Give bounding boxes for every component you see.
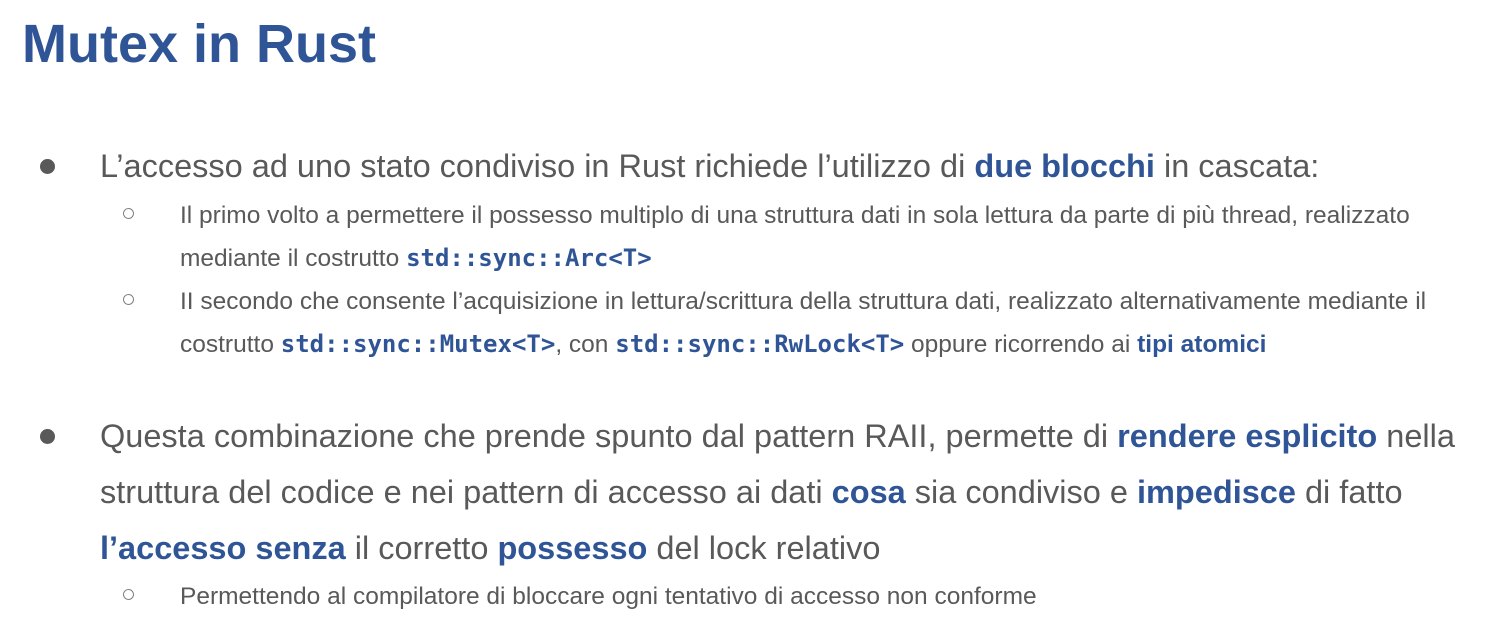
subbullet-text: II secondo che consente l’acquisizione in lettura/scrittura della struttura dati, realizzato alternativamente mediante il costrutto bbox=[180, 288, 1427, 358]
subbullet-circle-icon bbox=[123, 208, 134, 219]
subbullet-circle-icon bbox=[123, 589, 134, 600]
slide-title: Mutex in Rust bbox=[22, 14, 377, 74]
subbullet-mutex bbox=[180, 280, 1480, 366]
bullet-text: nella struttura del codice e nei pattern di accesso ai dati bbox=[100, 418, 1455, 510]
emphasis-text: due blocchi bbox=[974, 148, 1155, 184]
bullet-text: Questa combinazione che prende spunto dal pattern RAII, permette di bbox=[100, 418, 1118, 454]
code-rwlock: std::sync::RwLock<T> bbox=[615, 330, 905, 358]
bullet-shared-state bbox=[100, 138, 1490, 194]
code-arc: std::sync::Arc<T> bbox=[406, 244, 652, 272]
subbullet-text: oppure ricorrendo ai bbox=[904, 331, 1138, 358]
subbullet-text: , con bbox=[555, 331, 616, 358]
emphasis-text: rendere esplicito bbox=[1117, 418, 1378, 454]
bullet-dot-icon bbox=[40, 429, 55, 444]
subbullet-arc bbox=[180, 194, 1480, 280]
emphasis-text: cosa bbox=[831, 474, 906, 510]
bullet-text: L’accesso ad uno stato condiviso in Rust richiede l’utilizzo di bbox=[100, 148, 975, 184]
subbullet-text: Il primo volto a permettere il possesso multiplo di una struttura dati in sola lettura da parte di più thread, realizzato mediante il costrutto bbox=[180, 202, 1410, 272]
bullet-text: in cascata: bbox=[1154, 148, 1320, 184]
emphasis-text: possesso bbox=[497, 530, 648, 566]
code-mutex: std::sync::Mutex<T> bbox=[280, 330, 556, 358]
emphasis-text: tipi atomici bbox=[1137, 331, 1267, 358]
bullet-text: sia condiviso e bbox=[905, 474, 1137, 510]
emphasis-text: l’accesso senza bbox=[100, 530, 346, 566]
bullet-text: il corretto bbox=[345, 530, 498, 566]
bullet-text: di fatto bbox=[1295, 474, 1403, 510]
bullet-raii-combination bbox=[100, 408, 1490, 576]
bullet-text: del lock relativo bbox=[647, 530, 881, 566]
emphasis-text: impedisce bbox=[1136, 474, 1296, 510]
subbullet-circle-icon bbox=[123, 294, 134, 305]
bullet-dot-icon bbox=[40, 159, 55, 174]
subbullet-text: Permettendo al compilatore di bloccare ogni tentativo di accesso non conforme bbox=[180, 583, 1037, 610]
subbullet-compiler bbox=[180, 575, 1480, 618]
